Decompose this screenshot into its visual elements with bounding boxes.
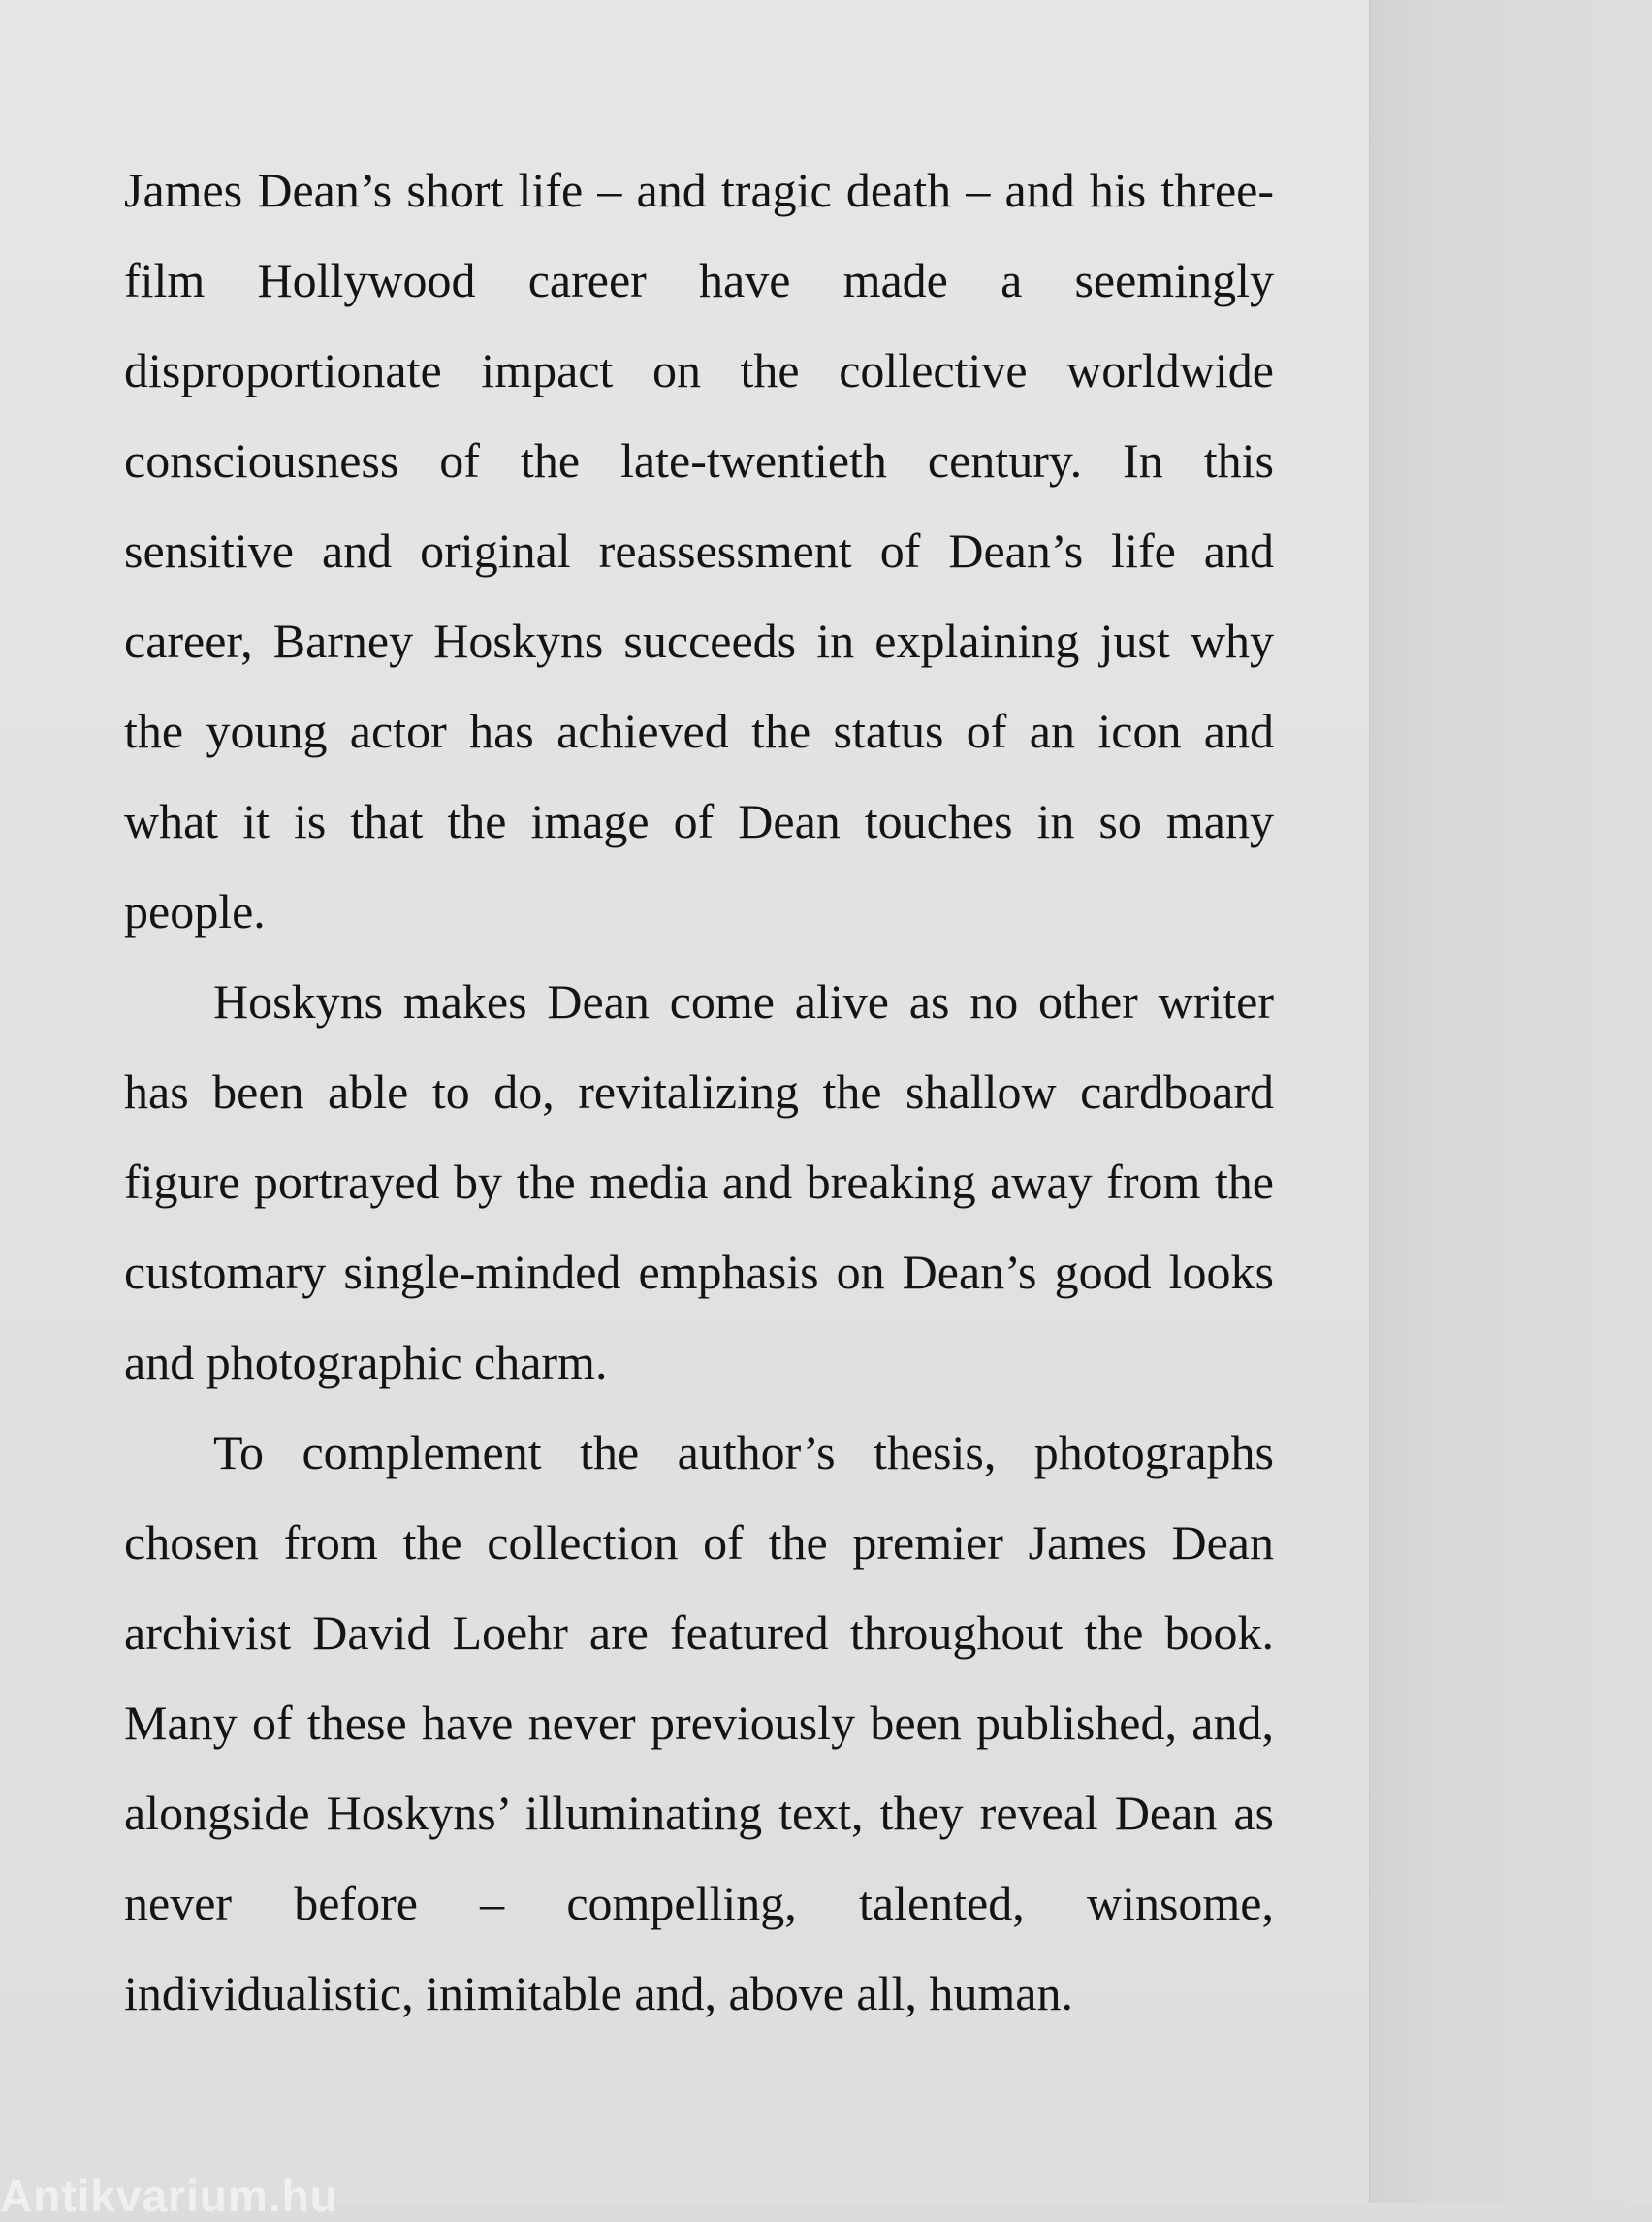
page-edge-shadow — [1369, 0, 1652, 2203]
watermark: Antikvarium.hu — [0, 2171, 338, 2221]
blurb-text — [124, 145, 1274, 2039]
paragraph-2: Hoskyns makes Dean come alive as no other writer has been able to do, revitalizing the shallow cardboard figure portrayed by the media and breaking away from the customary single-minded emphasis on Dean’s good looks and photographic charm. — [124, 974, 1274, 1389]
paragraph-1: James Dean’s short life – and tragic death – and his three-film Hollywood career have made a seemingly disproportionate impact on the collective worldwide consciousness of the late-twentieth century. In this sensitive and original reassessment of Dean’s life and career, Barney Hoskyns succeeds in explaining just why the young actor has achieved the status of an icon and what it is that the image of Dean touches in so many people. — [124, 163, 1274, 938]
paragraph-3: To complement the author’s thesis, photographs chosen from the collection of the premier James Dean archivist David Loehr are featured throughout the book. Many of these have never previously been published, and, alongside Hoskyns’ illuminating text, they reveal Dean as never before – compelling, talented, winsome, individualistic, inimitable and, above all, human. — [124, 1425, 1274, 2020]
